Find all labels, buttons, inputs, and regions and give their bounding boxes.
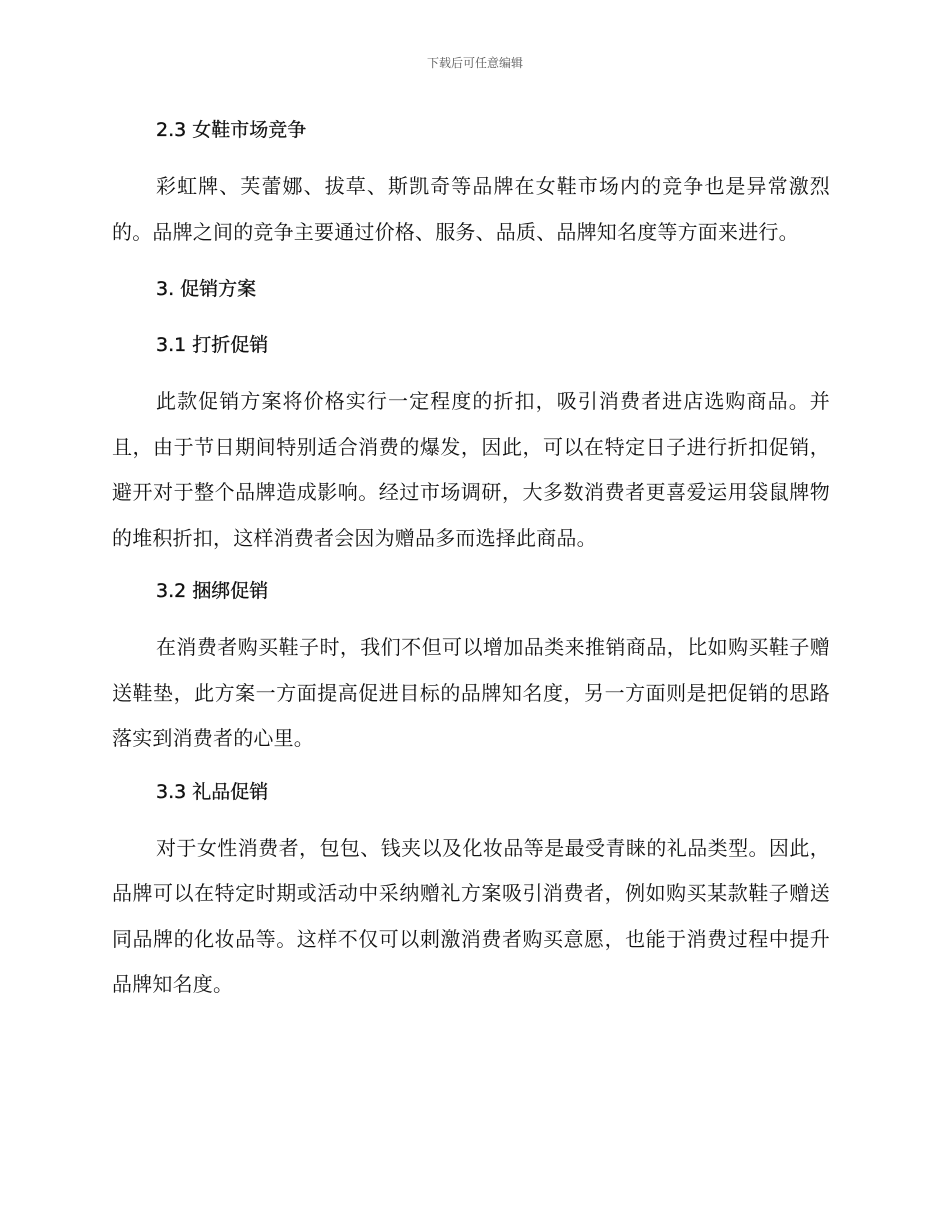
section-paragraph-3-2: 在消费者购买鞋子时，我们不但可以增加品类来推销商品，比如购买鞋子赠送鞋垫，此方案一方面提高促进目标的品牌知名度，另一方面则是把促销的思路落实到消费者的心里。: [112, 635, 830, 750]
section-paragraph-3-3: 对于女性消费者，包包、钱夹以及化妆品等是最受青睐的礼品类型。因此，品牌可以在特定时期或活动中采纳赠礼方案吸引消费者，例如购买某款鞋子赠送同品牌的化妆品等。这样不仅可以刺激消费者购买意愿，也能于消费过程中提升品牌知名度。: [112, 835, 830, 996]
page-header: 下载后可任意编辑: [426, 56, 523, 70]
section-paragraph-2-3: 彩虹牌、芙蕾娜、拔草、斯凯奇等品牌在女鞋市场内的竞争也是异常激烈的。品牌之间的竞争主要通过价格、服务、品质、品牌知名度等方面来进行。: [112, 174, 830, 244]
section-paragraph-3-1: 此款促销方案将价格实行一定程度的折扣，吸引消费者进店选购商品。并且，由于节日期间特别适合消费的爆发，因此，可以在特定日子进行折扣促销，避开对于整个品牌造成影响。经过市场调研，大多数消费者更喜爱运用袋鼠牌物的堆积折扣，这样消费者会因为赠品多而选择此商品。: [112, 389, 830, 550]
section-heading-3-3: 3.3 礼品促销: [156, 780, 269, 803]
section-heading-3-2: 3.2 捆绑促销: [156, 580, 269, 602]
section-heading-2-3: 2.3 女鞋市场竞争: [156, 119, 307, 141]
section-heading-3-1: 3.1 打折促销: [156, 334, 269, 356]
document-body: [112, 108, 830, 1008]
section-heading-3: 3. 促销方案: [156, 278, 257, 300]
